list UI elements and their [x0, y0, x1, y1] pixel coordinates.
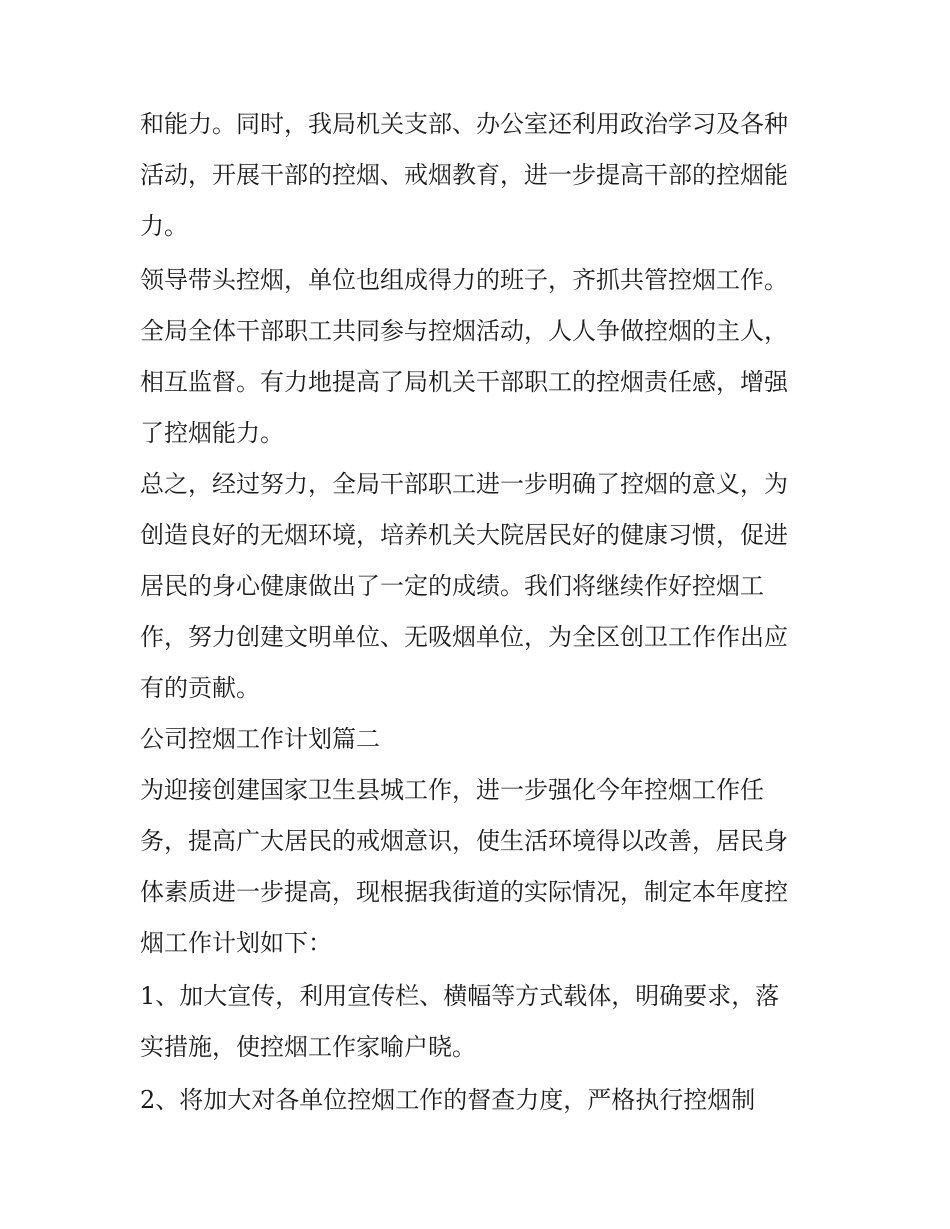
section-heading: 公司控烟工作计划篇二: [140, 725, 380, 753]
text-line: 为迎接创建国家卫生县城工作，进一步强化今年控烟工作任: [140, 776, 764, 804]
text-line: 有的贡献。: [140, 674, 260, 702]
text-line: 领导带头控烟，单位也组成得力的班子，齐抓共管控烟工作。: [140, 266, 788, 294]
text-line: 务，提高广大居民的戒烟意识，使生活环境得以改善，居民身: [140, 827, 788, 855]
text-line: 全局全体干部职工共同参与控烟活动，人人争做控烟的主人，: [140, 317, 788, 345]
text-line: 总之，经过努力，全局干部职工进一步明确了控烟的意义，为: [140, 470, 788, 498]
text-line: 相互监督。有力地提高了局机关干部职工的控烟责任感，增强: [140, 368, 788, 396]
text-line: 力。: [140, 212, 188, 240]
list-item-text: 实措施，使控烟工作家喻户晓。: [140, 1033, 476, 1061]
text-line: 活动，开展干部的控烟、戒烟教育，进一步提高干部的控烟能: [140, 161, 788, 189]
list-item-text: 2、将加大对各单位控烟工作的督查力度，严格执行控烟制: [140, 1086, 756, 1114]
text-line: 和能力。同时，我局机关支部、办公室还利用政治学习及各种: [140, 110, 788, 138]
text-line: 烟工作计划如下：: [140, 929, 332, 957]
text-line: 创造良好的无烟环境，培养机关大院居民好的健康习惯，促进: [140, 521, 788, 549]
text-line: 作，努力创建文明单位、无吸烟单位，为全区创卫工作作出应: [140, 623, 788, 651]
list-item-text: 1、加大宣传，利用宣传栏、横幅等方式载体，明确要求，落: [140, 982, 780, 1010]
text-line: 体素质进一步提高，现根据我街道的实际情况，制定本年度控: [140, 878, 788, 906]
text-line: 了控烟能力。: [140, 419, 284, 447]
text-line: 居民的身心健康做出了一定的成绩。我们将继续作好控烟工: [140, 572, 764, 600]
